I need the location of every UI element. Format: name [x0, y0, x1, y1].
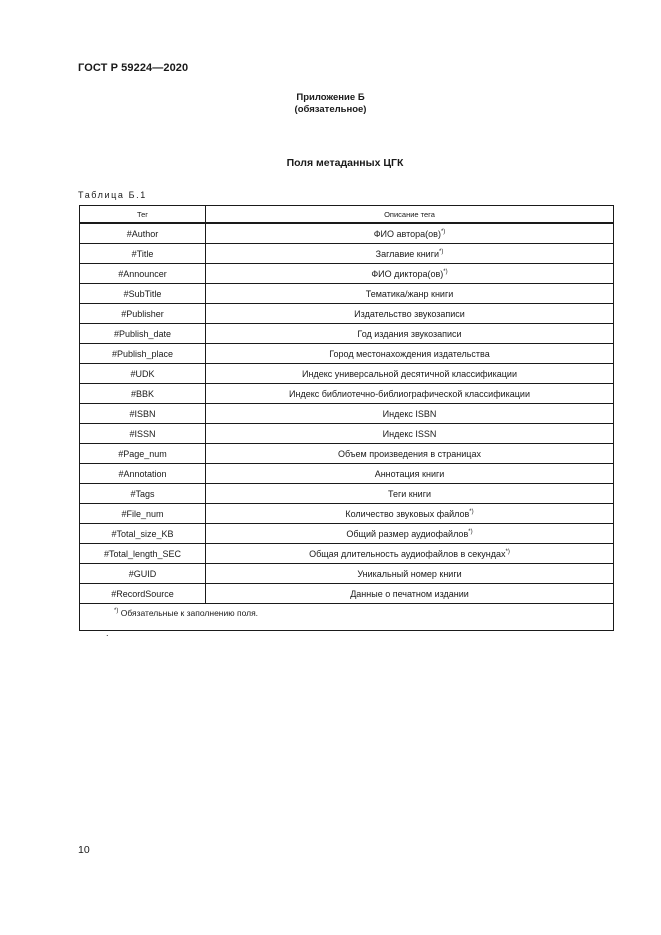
- table-row: [80, 244, 614, 264]
- description-text: Город местонахождения издательства: [329, 348, 490, 359]
- description-cell: [206, 464, 614, 484]
- table-header-row: [80, 206, 614, 224]
- description-text: Индекс универсальной десятичной классификации: [302, 368, 517, 379]
- table-row: [80, 464, 614, 484]
- description-cell: [206, 524, 614, 544]
- tag-cell: #ISSN: [80, 424, 206, 444]
- footnote-mark: *): [114, 608, 119, 614]
- table-footnote-row: [80, 604, 614, 631]
- description-text: Данные о печатном издании: [350, 588, 469, 599]
- description-text: Уникальный номер книги: [357, 568, 462, 579]
- appendix-heading: [0, 92, 661, 116]
- description-text: ФИО диктора(ов): [371, 268, 444, 279]
- tag-cell: #Total_length_SEC: [80, 544, 206, 564]
- description-cell: [206, 564, 614, 584]
- section-title: Поля метаданных ЦГК: [286, 157, 404, 169]
- description-cell: [206, 344, 614, 364]
- table-row: [80, 544, 614, 564]
- table-row: [80, 284, 614, 304]
- tag-cell: #BBK: [80, 384, 206, 404]
- description-cell: [206, 284, 614, 304]
- table-row: [80, 484, 614, 504]
- description-text: Количество звуковых файлов: [345, 508, 470, 519]
- description-cell: [206, 324, 614, 344]
- tag-cell: #GUID: [80, 564, 206, 584]
- tag-cell: #Publish_date: [80, 324, 206, 344]
- description-cell: [206, 484, 614, 504]
- tag-cell: #Total_size_KB: [80, 524, 206, 544]
- description-text: Индекс библиотечно-библиографической классификации: [289, 388, 530, 399]
- tag-cell: #File_num: [80, 504, 206, 524]
- description-text: Индекс ISBN: [382, 408, 437, 419]
- required-mark: *): [505, 548, 510, 555]
- footnote-text: Обязательные к заполнению поля.: [118, 608, 259, 618]
- description-cell: [206, 304, 614, 324]
- tag-cell: #UDK: [80, 364, 206, 384]
- description-text: Теги книги: [387, 488, 432, 499]
- tag-cell: #SubTitle: [80, 284, 206, 304]
- tag-cell: #Author: [80, 223, 206, 244]
- required-mark: *): [469, 508, 474, 515]
- tag-cell: #Page_num: [80, 444, 206, 464]
- description-cell: [206, 544, 614, 564]
- table-row: [80, 564, 614, 584]
- tag-cell: #Publisher: [80, 304, 206, 324]
- description-cell: [206, 384, 614, 404]
- table-row: [80, 404, 614, 424]
- required-mark: *): [439, 248, 444, 255]
- description-cell: [206, 364, 614, 384]
- description-text: Аннотация книги: [374, 468, 445, 479]
- table-row: [80, 524, 614, 544]
- table-row: [80, 584, 614, 604]
- table-row: [80, 304, 614, 324]
- required-mark: *): [440, 228, 446, 235]
- table-row: [80, 264, 614, 284]
- table-footnote: [80, 604, 614, 631]
- table-row: [80, 324, 614, 344]
- tag-cell: #Publish_place: [80, 344, 206, 364]
- table-row: [80, 384, 614, 404]
- required-mark: *): [468, 528, 473, 535]
- description-text: Индекс ISSN: [382, 428, 437, 439]
- tag-cell: #RecordSource: [80, 584, 206, 604]
- description-cell: [206, 584, 614, 604]
- description-cell: [206, 504, 614, 524]
- description-cell: [206, 424, 614, 444]
- tag-cell: #Title: [80, 244, 206, 264]
- tag-cell: #Announcer: [80, 264, 206, 284]
- description-text: Год издания звукозаписи: [357, 328, 462, 339]
- table-row: [80, 344, 614, 364]
- description-cell: [206, 244, 614, 264]
- document-standard-header: ГОСТ Р 59224—2020: [78, 62, 189, 74]
- description-cell: [206, 444, 614, 464]
- description-text: ФИО автора(ов): [373, 228, 441, 239]
- description-text: Издательство звукозаписи: [354, 308, 465, 319]
- table-row: [80, 424, 614, 444]
- metadata-table: [79, 205, 614, 631]
- table-row: [80, 364, 614, 384]
- stray-mark: .: [106, 628, 109, 638]
- description-cell: [206, 264, 614, 284]
- tag-cell: #Tags: [80, 484, 206, 504]
- description-text: Общий размер аудиофайлов: [346, 528, 469, 539]
- column-header-tag: Тег: [80, 206, 206, 224]
- description-text: Объем произведения в страницах: [338, 448, 481, 459]
- appendix-title: Приложение Б: [296, 92, 365, 103]
- description-text: Заглавие книги: [375, 248, 439, 259]
- required-mark: *): [443, 268, 448, 275]
- description-cell: [206, 404, 614, 424]
- tag-cell: #Annotation: [80, 464, 206, 484]
- description-cell: [206, 223, 614, 244]
- table-row: [80, 223, 614, 244]
- description-text: Тематика/жанр книги: [365, 288, 454, 299]
- description-text: Общая длительность аудиофайлов в секундах: [309, 548, 506, 559]
- table-row: [80, 444, 614, 464]
- appendix-status: (обязательное): [294, 104, 367, 115]
- tag-cell: #ISBN: [80, 404, 206, 424]
- column-header-description: Описание тега: [206, 206, 614, 224]
- page-number: 10: [78, 844, 90, 856]
- table-body: [80, 223, 614, 604]
- table-caption: Таблица Б.1: [78, 190, 147, 200]
- table-row: [80, 504, 614, 524]
